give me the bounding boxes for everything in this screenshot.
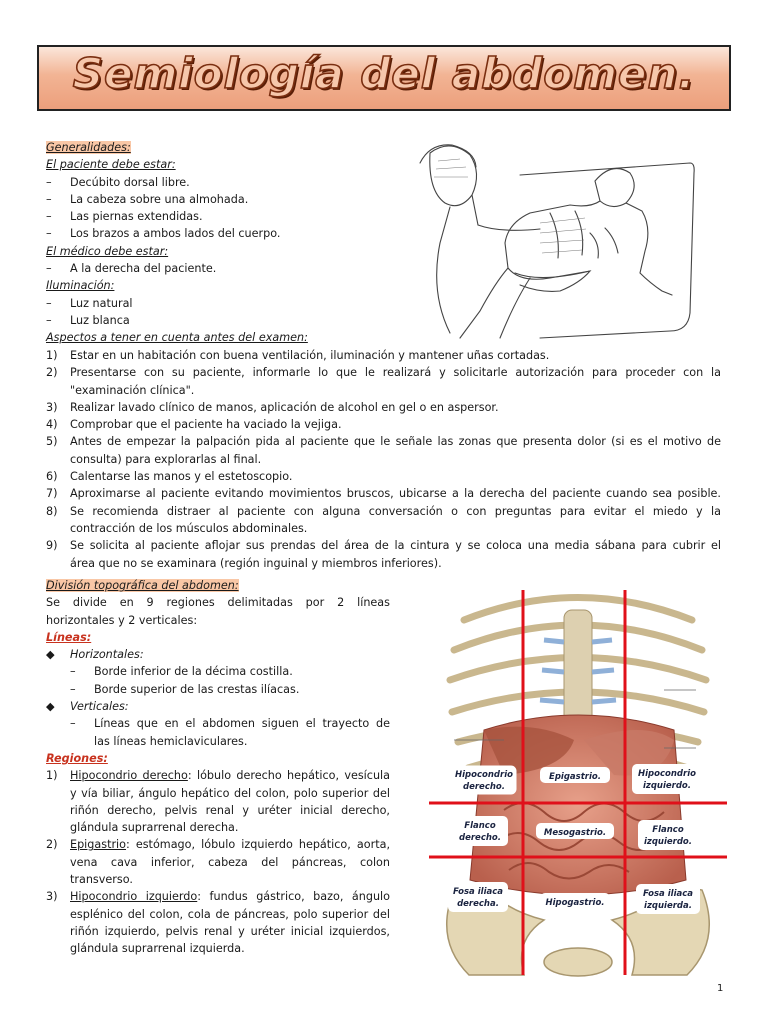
page-number: 1	[717, 983, 724, 994]
doctor-heading: El médico debe estar:	[46, 244, 169, 258]
aspect-item: 2) Presentarse con su paciente, informarle lo que le realizará y solicitarle autorización para proceder con la	[46, 366, 721, 380]
list-item: – A la derecha del paciente.	[46, 262, 217, 276]
svg-text:izquierdo.: izquierdo.	[642, 781, 692, 791]
page-title: Semiología del abdomen.	[72, 49, 696, 98]
list-item: – La cabeza sobre una almohada.	[46, 192, 249, 206]
aspects-heading: Aspectos a tener en cuenta antes del examen:	[46, 331, 308, 345]
list-item: – Las piernas extendidas.	[46, 210, 203, 224]
region-item: 3) Hipocondrio izquierdo: fundus gástrico, bazo, ángulo	[46, 890, 390, 904]
list-item: – Los brazos a ambos lados del cuerpo.	[46, 227, 281, 241]
label-flanco-derecho: Flanco	[464, 821, 496, 831]
generalities-block	[46, 139, 386, 347]
label-fosa-iliaca-derecha: Fosa iliaca	[453, 887, 503, 897]
topography-block: División topográfica del abdomen: Se divide en 9 regiones delimitadas por 2 líneas horizontales y 2 verticales: Líneas: ◆ Horizontales: – Borde inferior de la décima costilla. – Borde superior de las crestas ilíacas. ◆ Verticales: – Líneas que en el abdomen siguen el trayecto de las líneas hemiclaviculares. Regiones: 1) Hipocondrio derecho: lóbulo derecho hepático, vesícula y vía biliar, ángulo hepático del colon, polo superior del riñón derecho, pelvis renal y uréter inicial derecho, glándula suprarrenal derecha. 2) Epigastrio: estómago, lóbulo izquierdo hepático, aorta, vena cava inferior, cabeza del páncreas, colon transverso. 3) Hipocondrio izquierdo: fundus gástrico, bazo, ángulo esplénico del colon, cola de páncreas, polo superior del riñón izquierdo, pelvis renal y uréter inicial izquierdos, glándula suprarrenal izquierda.	[46, 579, 390, 956]
lines-heading: Líneas:	[46, 630, 92, 644]
aspect-item: 8) Se recomienda distraer al paciente con alguna conversación o con preguntas para evitar el miedo y la	[46, 504, 721, 518]
label-hipocondrio-derecho: Hipocondrio	[455, 770, 513, 780]
regions-heading: Regiones:	[46, 751, 108, 765]
aspects-list: 1) Estar en un habitación con buena ventilación, iluminación y mantener uñas cortadas. 2) Presentarse con su paciente, informarle lo que le realizará y solicitarle autorización para proceder con la "examinación clínica". 3) Realizar lavado clínico de manos, aplicación de alcohol en gel o en aspersor. 4) Comprobar que el paciente ha vaciado la vejiga. 5) Antes de empezar la palpación pida al paciente que le señale las zonas que presenta dolor (si es el motivo de consulta) para explorarlas al final. 6) Calentarse las manos y el estetoscopio. 7) Aproximarse al paciente evitando movimientos bruscos, ubicarse a la derecha del paciente cuando sea posible. 8) Se recomienda distraer al paciente con alguna conversación o con preguntas para evitar el miedo y la contracción de los músculos abdominales. 9) Se solicita al paciente aflojar sus prendas del área de la cintura y se coloca una media sábana para cubrir el área que no se examinara (región inguinal y miembros inferiores).	[46, 349, 721, 570]
lighting-heading: Iluminación:	[46, 279, 115, 293]
aspect-item: 7) Aproximarse al paciente evitando movimientos bruscos, ubicarse a la derecha del paciente cuando sea posible.	[46, 487, 721, 501]
region-item: 1) Hipocondrio derecho: lóbulo derecho hepático, vesícula	[46, 769, 390, 783]
list-item: – Líneas que en el abdomen siguen el trayecto de	[70, 717, 390, 731]
list-item: – Borde inferior de la décima costilla.	[70, 665, 293, 679]
label-flanco-izquierdo: Flanco	[652, 825, 684, 835]
label-epigastrio: Epigastrio.	[549, 772, 601, 782]
generalities-heading: Generalidades:	[46, 141, 131, 154]
patient-illustration	[390, 133, 730, 343]
svg-text:derecha.: derecha.	[457, 899, 499, 909]
label-mesogastrio: Mesogastrio.	[543, 828, 607, 838]
patient-heading: El paciente debe estar:	[46, 158, 176, 172]
aspect-item: 6) Calentarse las manos y el estetoscopio.	[46, 470, 293, 484]
aspect-item: 5) Antes de empezar la palpación pida al paciente que le señale las zonas que presenta dolor (si es el motivo de	[46, 435, 721, 449]
label-hipogastrio: Hipogastrio.	[545, 898, 605, 908]
list-item: ◆ Horizontales:	[46, 648, 144, 662]
region-item: 2) Epigastrio: estómago, lóbulo izquierdo hepático, aorta,	[46, 838, 390, 852]
svg-text:derecho.: derecho.	[459, 833, 501, 843]
svg-text:izquierdo.: izquierdo.	[643, 837, 693, 847]
svg-text:derecho.: derecho.	[463, 782, 505, 792]
aspect-item: 1) Estar en un habitación con buena ventilación, iluminación y mantener uñas cortadas.	[46, 349, 550, 362]
svg-text:izquierda.: izquierda.	[644, 901, 692, 911]
label-fosa-iliaca-izquierda: Fosa iliaca	[643, 889, 693, 899]
abdomen-regions-figure	[424, 580, 732, 978]
title-banner	[37, 45, 731, 111]
aspect-item: 9) Se solicita al paciente aflojar sus prendas del área de la cintura y se coloca una media sábana para cubrir el	[46, 539, 721, 553]
label-hipocondrio-izquierdo: Hipocondrio	[638, 769, 696, 779]
list-item: – Luz natural	[46, 296, 133, 310]
list-item: – Decúbito dorsal libre.	[46, 175, 190, 189]
list-item: ◆ Verticales:	[46, 700, 129, 714]
aspect-item: 3) Realizar lavado clínico de manos, aplicación de alcohol en gel o en aspersor.	[46, 400, 499, 414]
aspect-item: 4) Comprobar que el paciente ha vaciado la vejiga.	[46, 418, 342, 432]
list-item: – Luz blanca	[46, 313, 130, 327]
list-item: – Borde superior de las crestas ilíacas.	[70, 682, 300, 696]
topography-heading: División topográfica del abdomen:	[46, 579, 239, 592]
